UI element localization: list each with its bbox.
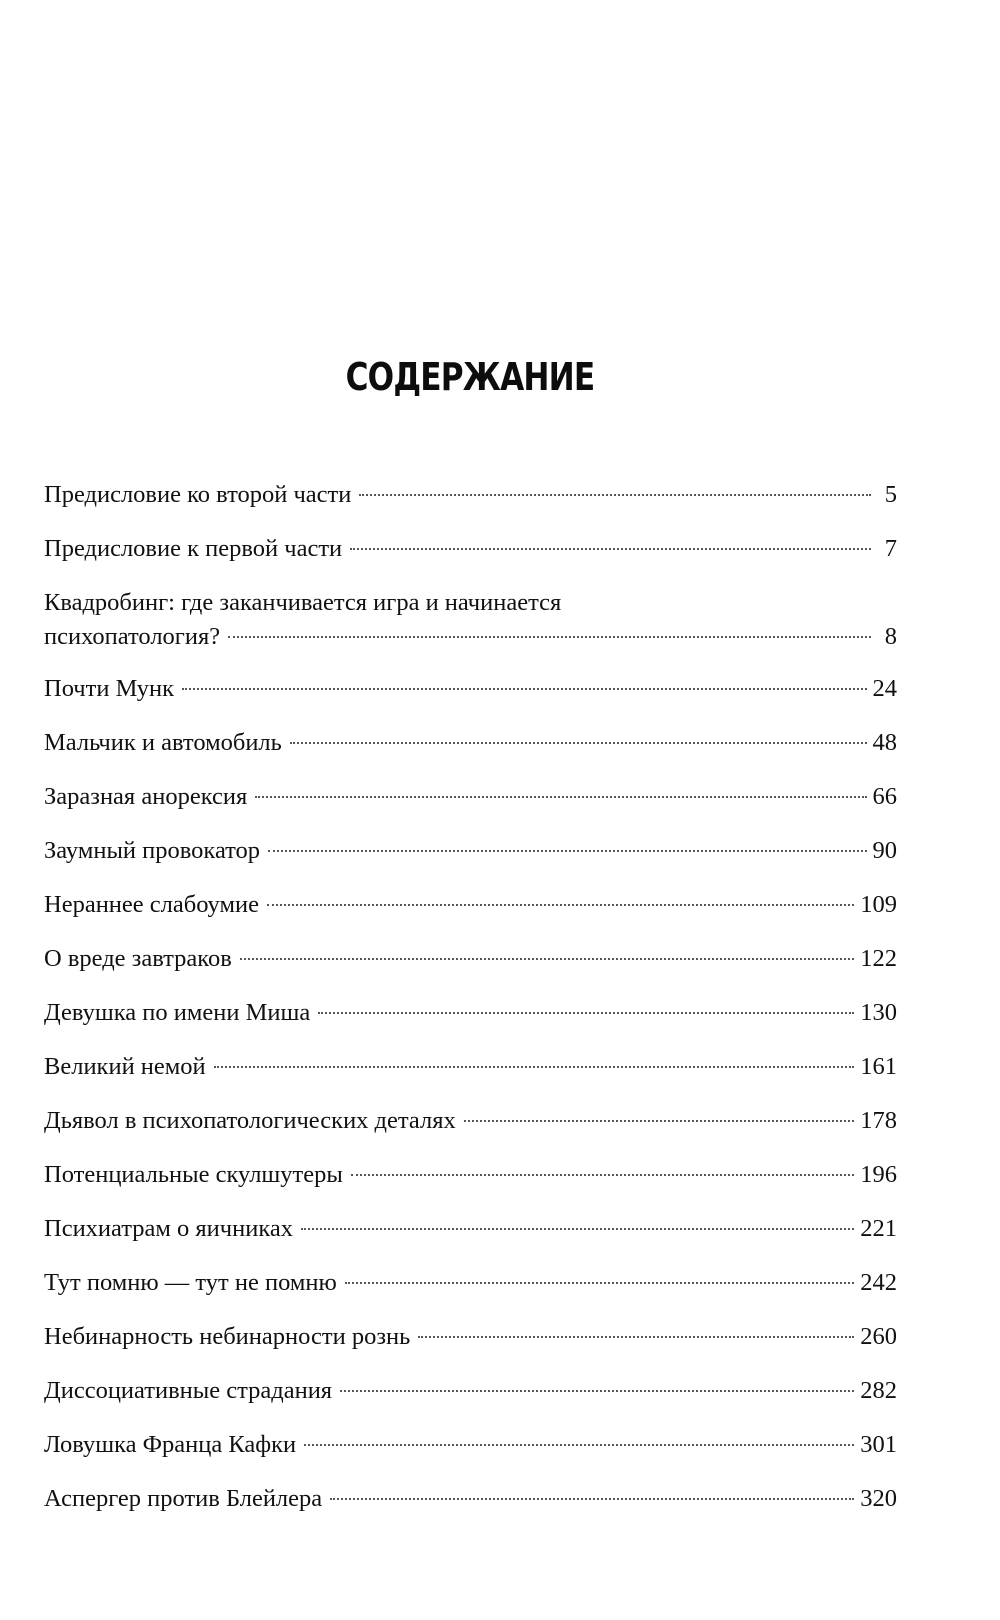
toc-entry <box>44 1266 897 1300</box>
toc-entry-page: 221 <box>860 1215 897 1242</box>
dot-leader <box>268 850 866 852</box>
dot-leader <box>340 1390 854 1392</box>
toc-entry-title: Дьявол в психопатологических деталях <box>44 1107 456 1134</box>
toc-entry-title: Предисловие к первой части <box>44 535 343 562</box>
toc-entry <box>44 996 897 1030</box>
toc-entry <box>44 1482 897 1516</box>
toc-entry-title: О вреде завтраков <box>44 945 232 972</box>
toc-entry-page: 7 <box>884 535 897 562</box>
dot-leader <box>182 688 866 690</box>
toc-entry <box>44 942 897 976</box>
dot-leader <box>351 1174 854 1176</box>
dot-leader <box>301 1228 854 1230</box>
dot-leader <box>345 1282 854 1284</box>
toc-entry-page: 109 <box>860 891 897 918</box>
toc-entry <box>44 586 897 654</box>
toc-entry-page: 282 <box>860 1377 897 1404</box>
toc-entry-page: 66 <box>872 783 897 810</box>
toc-entry-title: Диссоциативные страдания <box>44 1377 333 1404</box>
toc-entry <box>44 1374 897 1408</box>
dot-leader <box>464 1120 855 1122</box>
toc-entry-title: Небинарность небинарности рознь <box>44 1323 411 1350</box>
toc-entry-page: 5 <box>884 481 897 508</box>
toc-entry-page: 122 <box>860 945 897 972</box>
toc-entry-title: Почти Мунк <box>44 675 175 702</box>
toc-entry-title: Великий немой <box>44 1053 206 1080</box>
toc-entry-page: 8 <box>884 623 897 650</box>
dot-leader <box>359 494 871 496</box>
dot-leader <box>418 1336 854 1338</box>
dot-leader <box>255 796 866 798</box>
toc-entry-title: Нераннее слабоумие <box>44 891 259 918</box>
table-of-contents <box>44 478 897 1536</box>
dot-leader <box>330 1498 854 1500</box>
toc-entry-title-line1: Квадробинг: где заканчивается игра и начинается <box>44 589 562 616</box>
toc-entry-page: 178 <box>860 1107 897 1134</box>
toc-entry-page: 301 <box>860 1431 897 1458</box>
toc-entry-page: 24 <box>872 675 897 702</box>
toc-entry <box>44 1104 897 1138</box>
toc-entry <box>44 1158 897 1192</box>
toc-entry-page: 48 <box>872 729 897 756</box>
toc-entry <box>44 1212 897 1246</box>
dot-leader <box>304 1444 854 1446</box>
page-title: СОДЕРЖАНИЕ <box>345 355 595 400</box>
toc-entry-title: Предисловие ко второй части <box>44 481 352 508</box>
toc-entry <box>44 1428 897 1462</box>
toc-entry-title: Психиатрам о яичниках <box>44 1215 293 1242</box>
toc-entry-page: 130 <box>860 999 897 1026</box>
toc-entry-title-line2: психопатология? <box>44 623 221 650</box>
toc-entry-title: Тут помню — тут не помню <box>44 1269 337 1296</box>
toc-entry-page: 320 <box>860 1485 897 1512</box>
toc-entry-title: Потенциальные скулшутеры <box>44 1161 343 1188</box>
toc-entry-title: Заразная анорексия <box>44 783 248 810</box>
toc-entry-page: 196 <box>860 1161 897 1188</box>
toc-entry <box>44 834 897 868</box>
toc-entry-title: Ловушка Франца Кафки <box>44 1431 297 1458</box>
dot-leader <box>290 742 867 744</box>
dot-leader <box>350 548 871 550</box>
toc-entry-title: Мальчик и автомобиль <box>44 729 282 756</box>
dot-leader <box>228 636 871 638</box>
toc-entry-title: Заумный провокатор <box>44 837 261 864</box>
toc-entry <box>44 726 897 760</box>
toc-entry-title: Аспергер против Блейлера <box>44 1485 323 1512</box>
dot-leader <box>240 958 854 960</box>
dot-leader <box>214 1066 855 1068</box>
toc-entry <box>44 888 897 922</box>
toc-entry-page: 161 <box>860 1053 897 1080</box>
toc-entry <box>44 780 897 814</box>
toc-entry-page: 242 <box>860 1269 897 1296</box>
toc-entry-page: 260 <box>860 1323 897 1350</box>
toc-entry <box>44 672 897 706</box>
toc-entry <box>44 478 897 512</box>
toc-entry <box>44 1050 897 1084</box>
toc-entry <box>44 1320 897 1354</box>
dot-leader <box>267 904 854 906</box>
toc-entry-page: 90 <box>872 837 897 864</box>
dot-leader <box>318 1012 854 1014</box>
toc-entry <box>44 532 897 566</box>
toc-entry-title: Девушка по имени Миша <box>44 999 311 1026</box>
